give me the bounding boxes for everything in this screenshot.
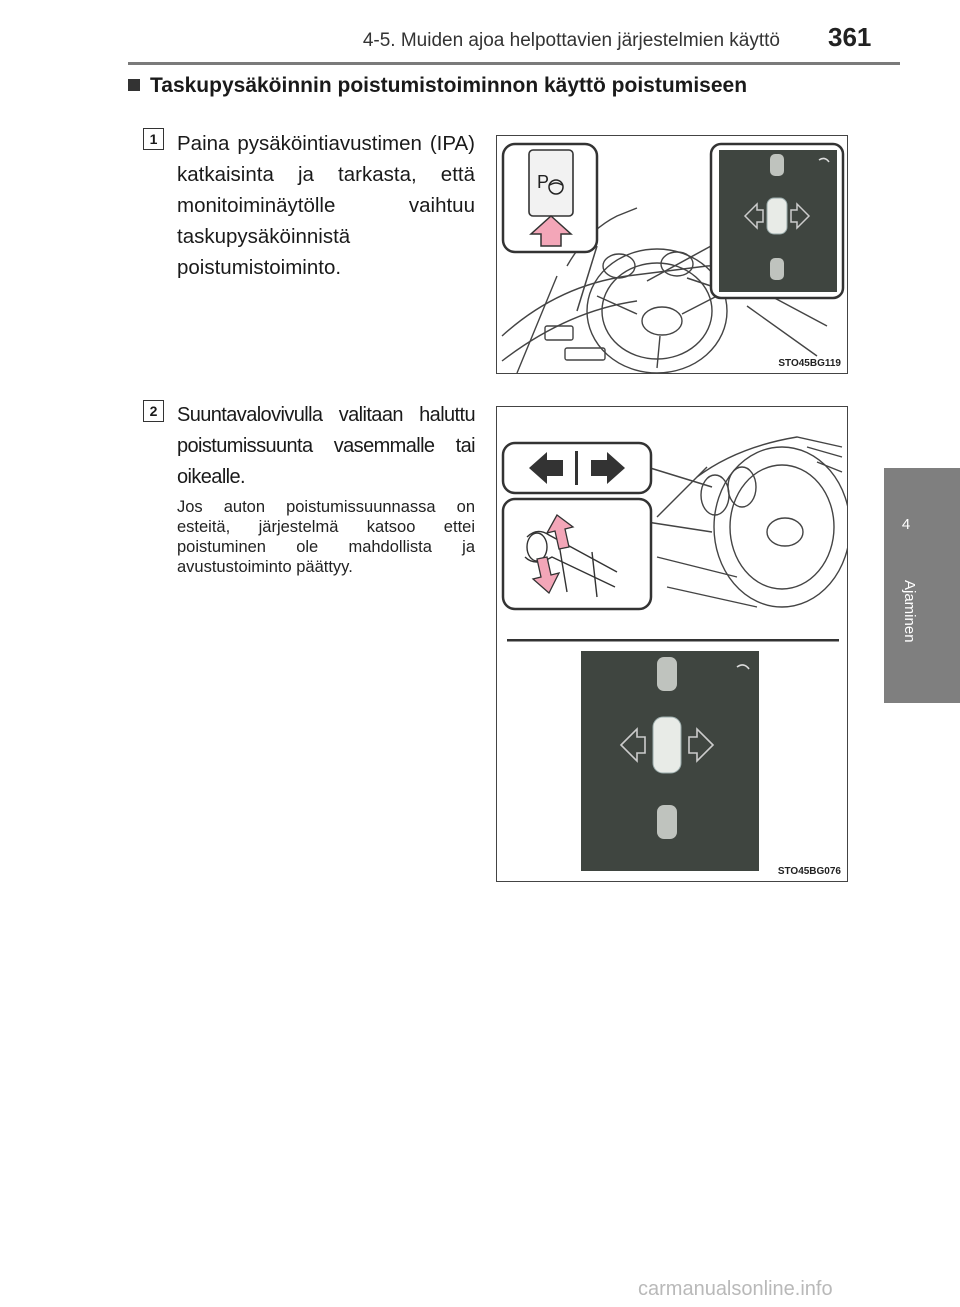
- step-number-1: 1: [143, 128, 164, 150]
- figure-turn-signal-lever: [496, 406, 848, 882]
- section-heading-text: Taskupysäköinnin poistumistoiminnon käyttö poistumiseen: [150, 74, 748, 97]
- svg-text:P: P: [537, 172, 550, 192]
- step-number-2: 2: [143, 400, 164, 422]
- page-number: 361: [828, 22, 872, 52]
- section-heading: [128, 74, 868, 98]
- watermark-text: carmanualsonline.info: [638, 1278, 833, 1300]
- dashboard-illustration: [497, 136, 847, 373]
- figure-code: STO45BG119: [778, 358, 841, 369]
- chapter-number: 4: [901, 516, 911, 533]
- step-1-text: Paina pysäköintiavustimen (IPA) katkaisinta ja tarkasta, että monitoiminäytölle vaihtuu taskupysäköinnistä poistumistoiminto.: [177, 132, 475, 279]
- figure-ipa-switch: [496, 135, 848, 374]
- chapter-label: Ajaminen: [901, 580, 918, 643]
- header-divider: [128, 62, 900, 65]
- square-bullet-icon: [128, 79, 140, 91]
- figure-code: STO45BG076: [777, 866, 841, 877]
- step-2-text: Suuntavalovivulla valitaan haluttu poistumissuunta vasemmalle tai oikealle.: [177, 404, 475, 488]
- lever-illustration: [497, 407, 847, 881]
- step-2-note: Jos auton poistumissuunnassa on esteitä, järjestelmä katsoo ettei poistuminen ole mahdollista ja avustustoiminto päättyy.: [177, 498, 475, 576]
- running-header: 4-5. Muiden ajoa helpottavien järjestelmien käyttö: [362, 30, 780, 51]
